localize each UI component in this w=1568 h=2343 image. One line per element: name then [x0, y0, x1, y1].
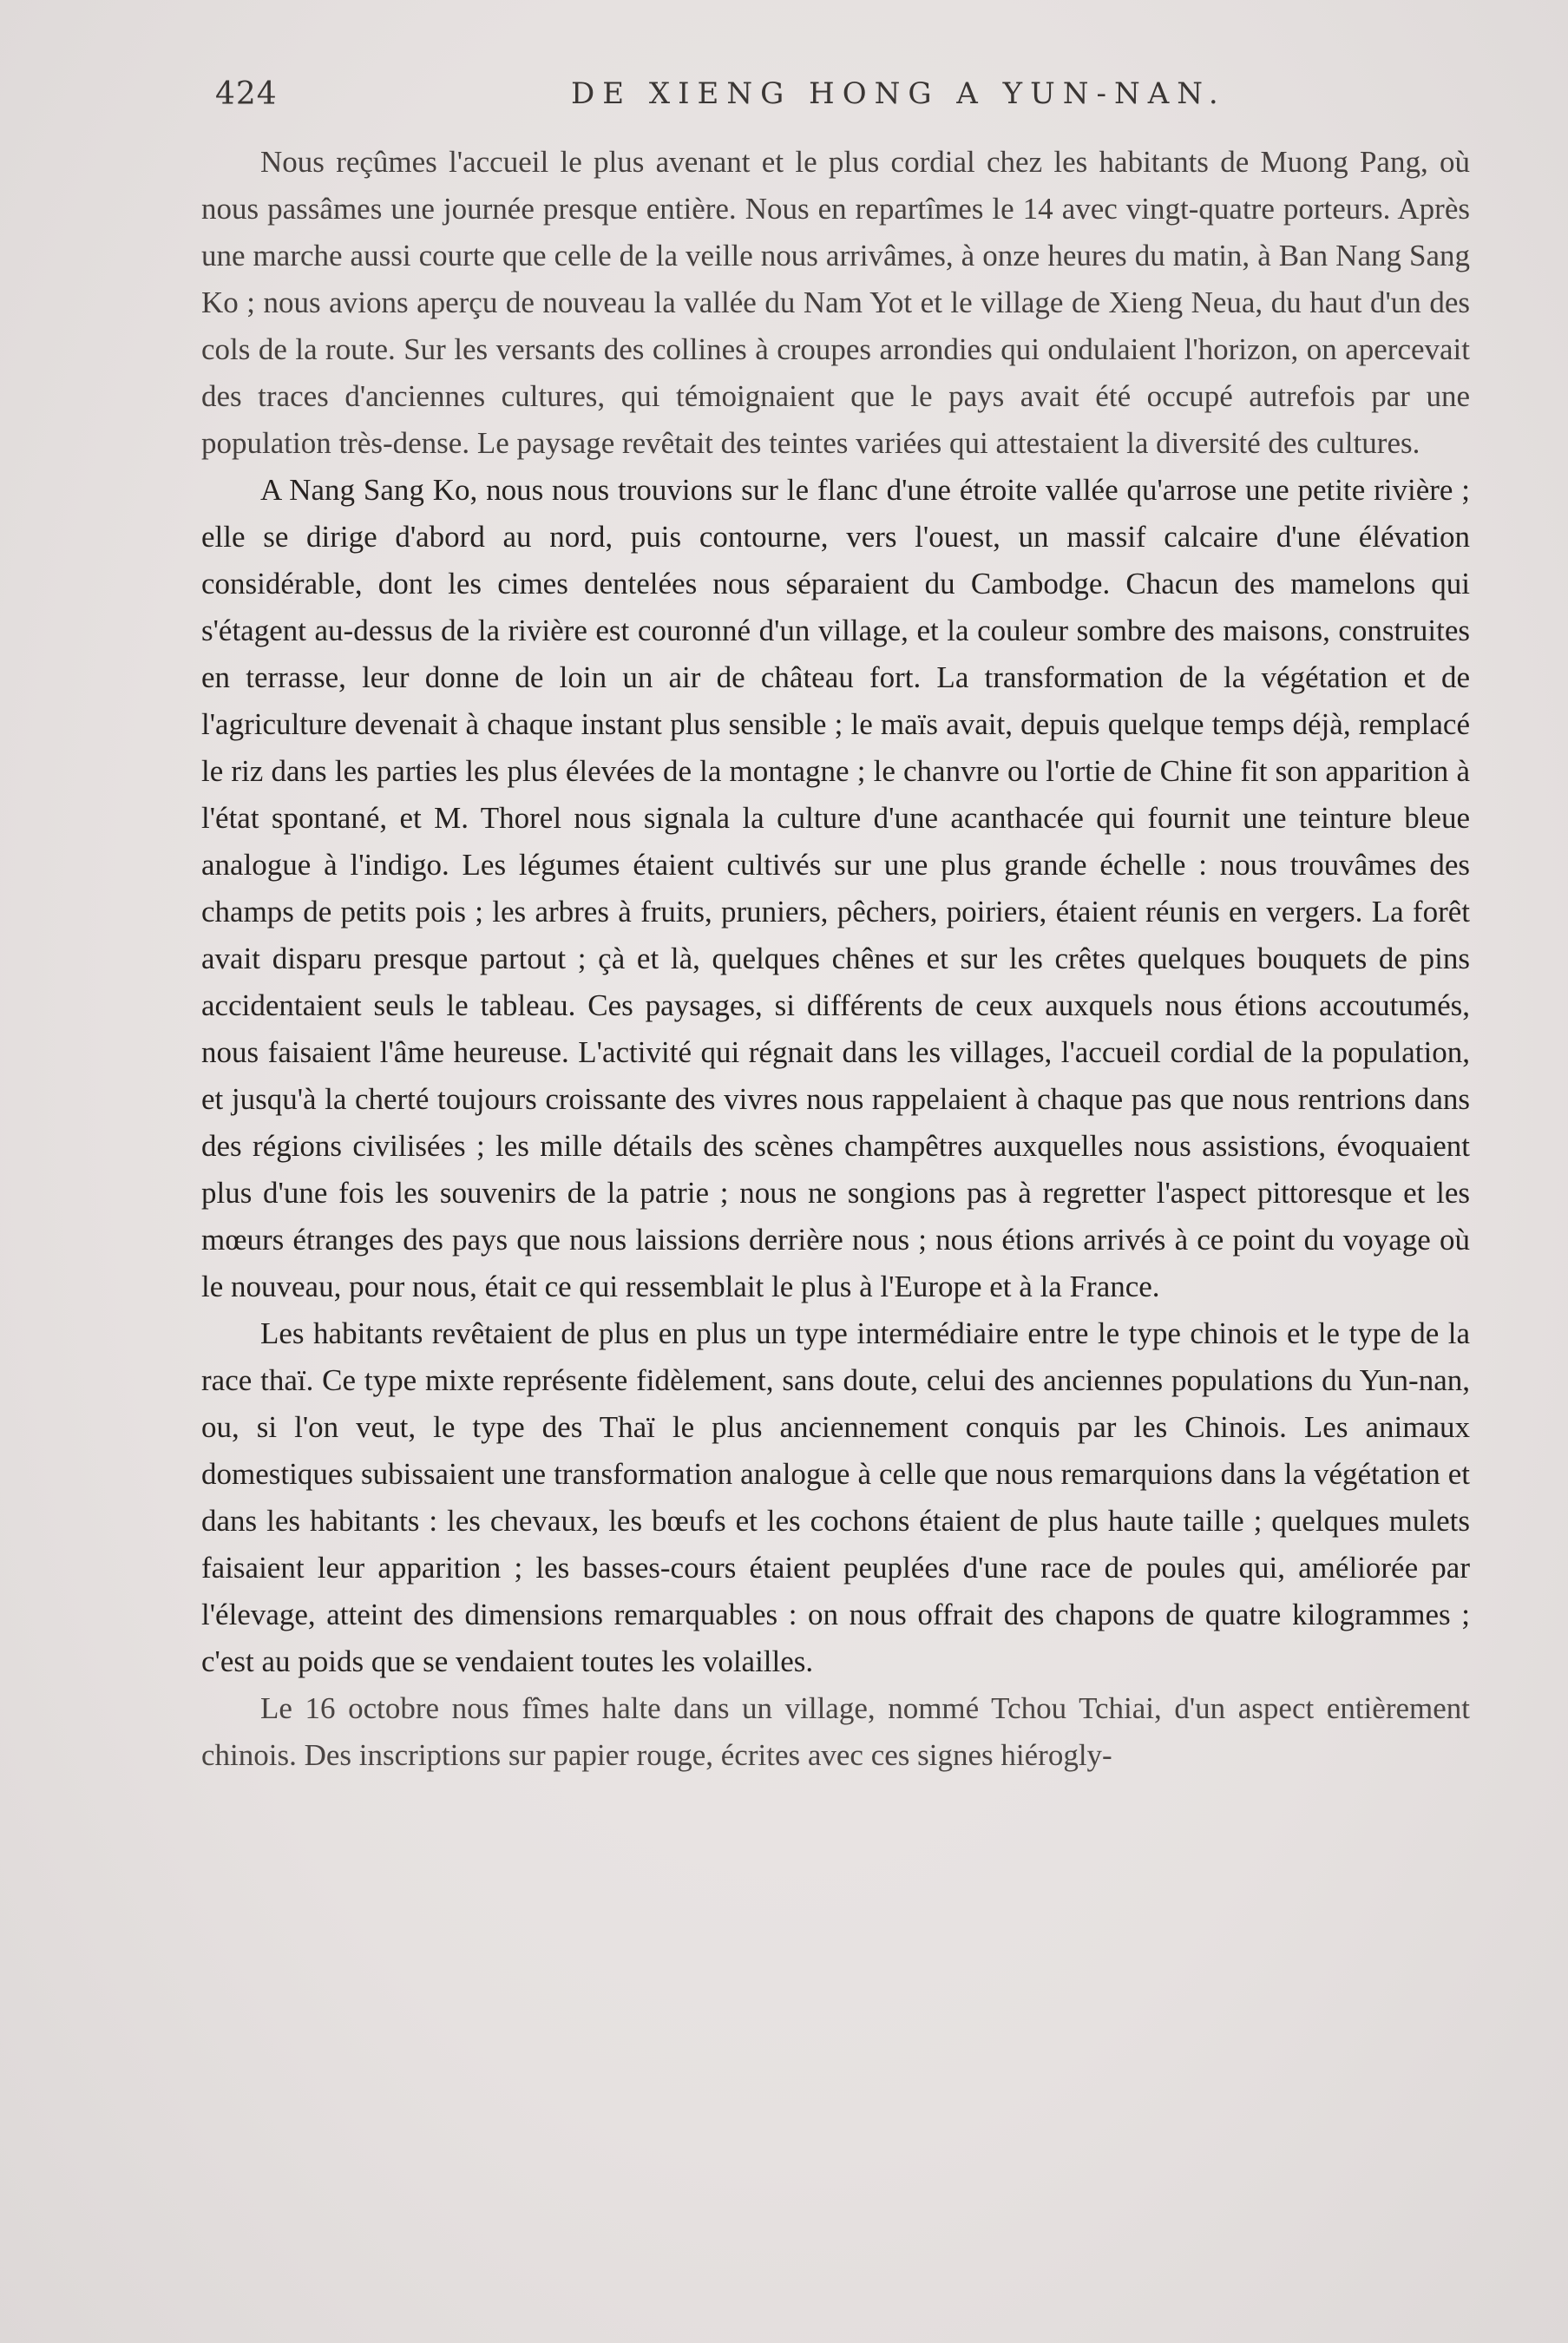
paragraph-2: A Nang Sang Ko, nous nous trouvions sur le flanc d'une étroite vallée qu'arrose une petite rivière ; elle se dirige d'abord au nord, puis contourne, vers l'ouest, un massif calcaire d'une élévation considérable, dont les cimes dentelées nous séparaient du Cambodge. Chacun des mamelons qui s'étagent au-dessus de la rivière est couronné d'un village, et la couleur sombre des maisons, construites en terrasse, leur donne de loin un air de château fort. La transformation de la végétation et de l'agriculture devenait à chaque instant plus sensible ; le maïs avait, depuis quelque temps déjà, remplacé le riz dans les parties les plus élevées de la montagne ; le chanvre ou l'ortie de Chine fit son apparition à l'état spontané, et M. Thorel nous signala la culture d'une acanthacée qui fournit une teinture bleue analogue à l'indigo. Les légumes étaient cultivés sur une plus grande échelle : nous trouvâmes des champs de petits pois ; les arbres à fruits, pruniers, pêchers, poiriers, étaient réunis en vergers. La forêt avait disparu presque partout ; çà et là, quelques chênes et sur les crêtes quelques bouquets de pins accidentaient seuls le tableau. Ces paysages, si différents de ceux auxquels nous étions accoutumés, nous faisaient l'âme heureuse. L'activité qui régnait dans les villages, l'accueil cordial de la population, et jusqu'à la cherté toujours croissante des vivres nous rappelaient à chaque pas que nous rentrions dans des régions civilisées ; les mille détails des scènes champêtres auxquelles nous assistions, évoquaient plus d'une fois les souvenirs de la patrie ; nous ne songions pas à regretter l'aspect pittoresque et les mœurs étranges des pays que nous laissions derrière nous ; nous étions arrivés à ce point du voyage où le nouveau, pour nous, était ce qui ressemblait le plus à l'Europe et à la France.	[201, 473, 1470, 1303]
text-body	[201, 139, 1470, 1779]
running-title: DE XIENG HONG A YUN-NAN.	[571, 76, 1226, 111]
paragraph-4: Le 16 octobre nous fîmes halte dans un village, nommé Tchou Tchiai, d'un aspect entièrement chinois. Des inscriptions sur papier rouge, écrites avec ces signes hiérogly-	[201, 1691, 1470, 1772]
paragraph-3: Les habitants revêtaient de plus en plus un type intermédiaire entre le type chinois et le type de la race thaï. Ce type mixte représente fidèlement, sans doute, celui des anciennes populations du Yun-nan, ou, si l'on veut, le type des Thaï le plus anciennement conquis par les Chinois. Les animaux domestiques subissaient une transformation analogue à celle que nous remarquions dans la végétation et dans les habitants : les chevaux, les bœufs et les cochons étaient de plus haute taille ; quelques mulets faisaient leur apparition ; les basses-cours étaient peuplées d'une race de poules qui, améliorée par l'élevage, atteint des dimensions remarquables : on nous offrait des chapons de quatre kilogrammes ; c'est au poids que se vendaient toutes les volailles.	[201, 1316, 1470, 1678]
running-head	[215, 76, 1465, 128]
page-number: 424	[215, 76, 278, 112]
paragraph-1: Nous reçûmes l'accueil le plus avenant et le plus cordial chez les habitants de Muong Pang, où nous passâmes une journée presque entière. Nous en repartîmes le 14 avec vingt-quatre porteurs. Après une marche aussi courte que celle de la veille nous arrivâmes, à onze heures du matin, à Ban Nang Sang Ko ; nous avions aperçu de nouveau la vallée du Nam Yot et le village de Xieng Neua, du haut d'un des cols de la route. Sur les versants des collines à croupes arrondies qui ondulaient l'horizon, on apercevait des traces d'anciennes cultures, qui témoignaient que le pays avait été occupé autrefois par une population très-dense. Le paysage revêtait des teintes variées qui attestaient la diversité des cultures.	[201, 145, 1470, 460]
